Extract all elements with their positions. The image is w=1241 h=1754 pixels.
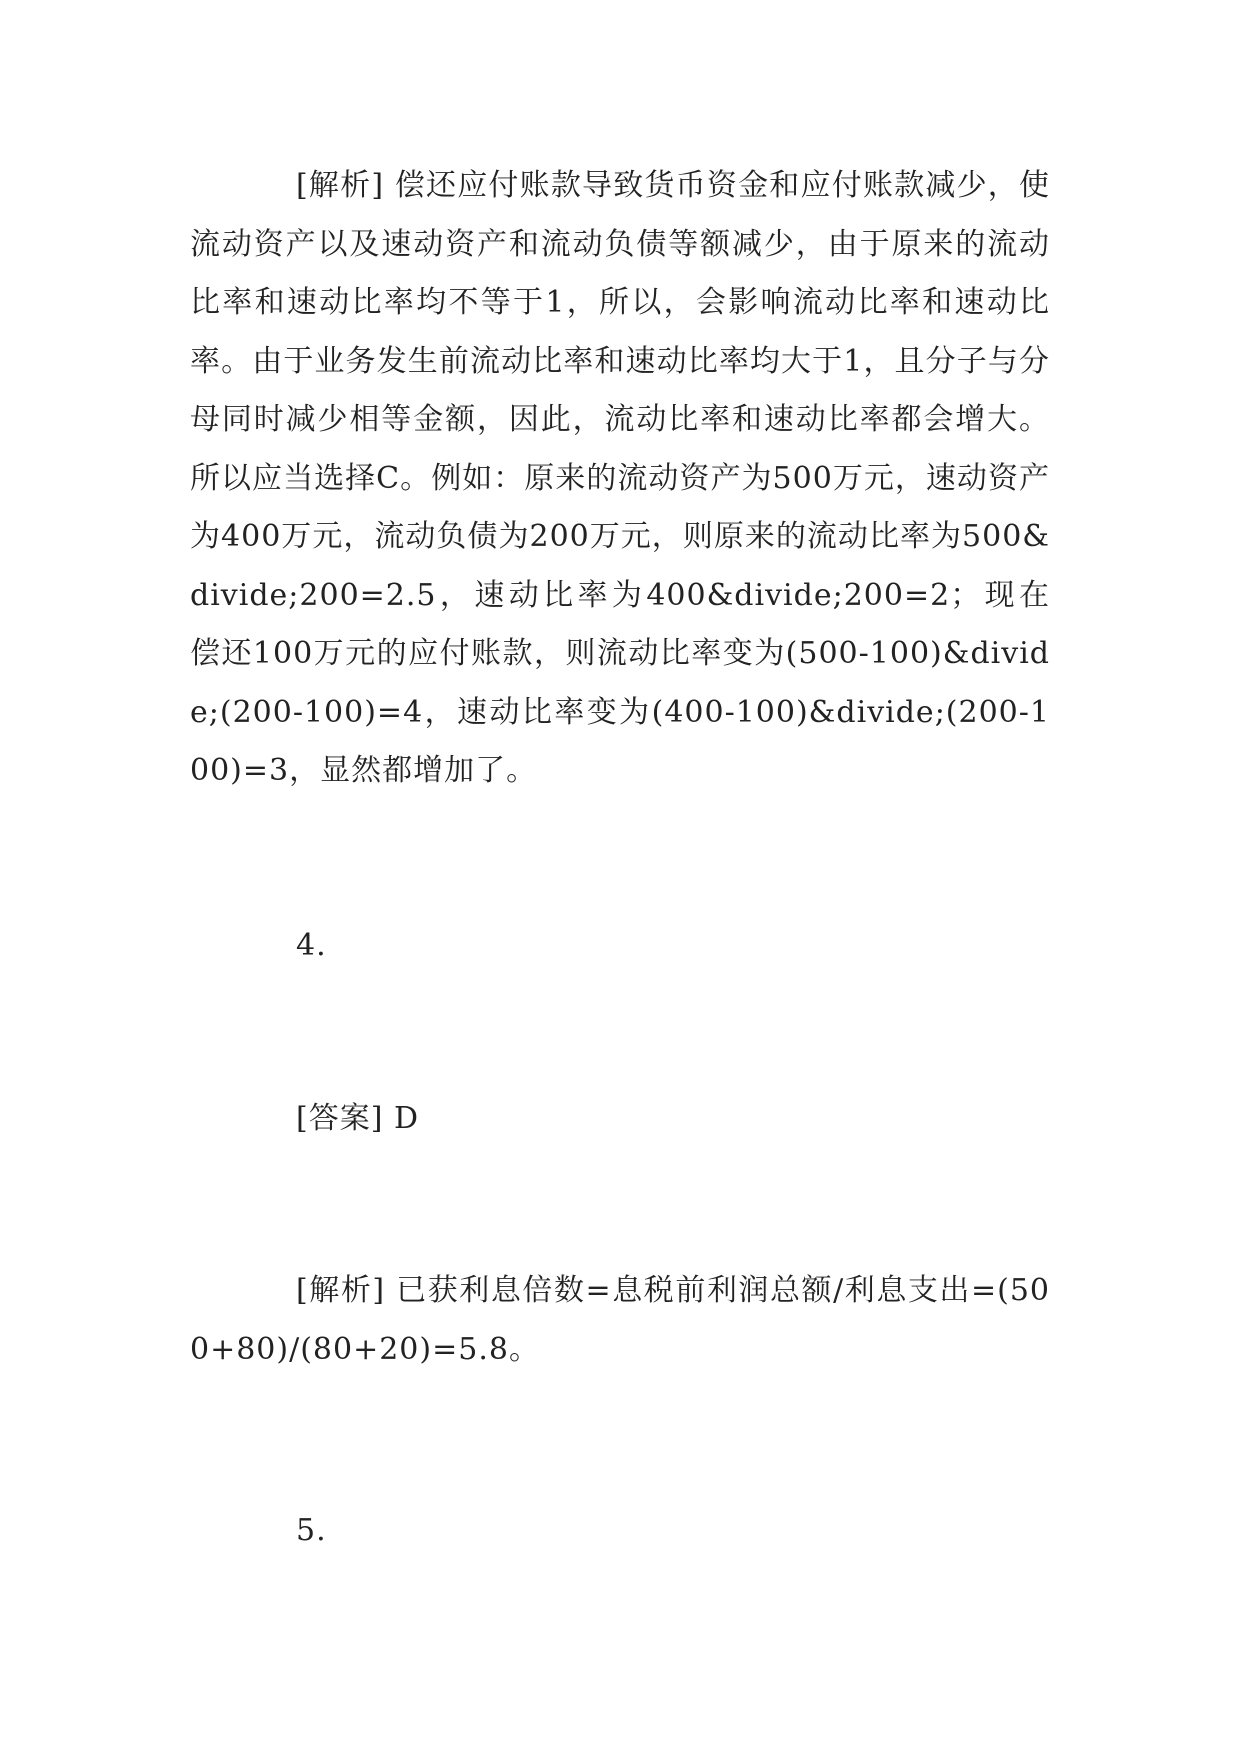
question-number-5: 5. <box>296 1513 327 1548</box>
analysis-paragraph-4: [解析] 已获利息倍数=息税前利润总额/利息支出=(500+80)/(80+20)=5.8。 <box>190 1273 1050 1367</box>
answer-paragraph-4: [答案] D <box>296 1101 419 1136</box>
analysis-paragraph-3: [解析] 偿还应付账款导致货币资金和应付账款减少，使流动资产以及速动资产和流动负债等额减少，由于原来的流动比率和速动比率均不等于1，所以，会影响流动比率和速动比率。由于业务发生前流动比率和速动比率均大于1，且分子与分母同时减少相等金额，因此，流动比率和速动比率都会增大。所以应当选择C。例如：原来的流动资产为500万元，速动资产为400万元，流动负债为200万元，则原来的流动比率为500&divide;200=2.5，速动比率为400&divide;200=2；现在偿还100万元的应付账款，则流动比率变为(500-100)&divide;(200-100)=4，速动比率变为(400-100)&divide;(200-100)=3，显然都增加了。 <box>190 168 1050 788</box>
question-number-4: 4. <box>296 928 327 963</box>
